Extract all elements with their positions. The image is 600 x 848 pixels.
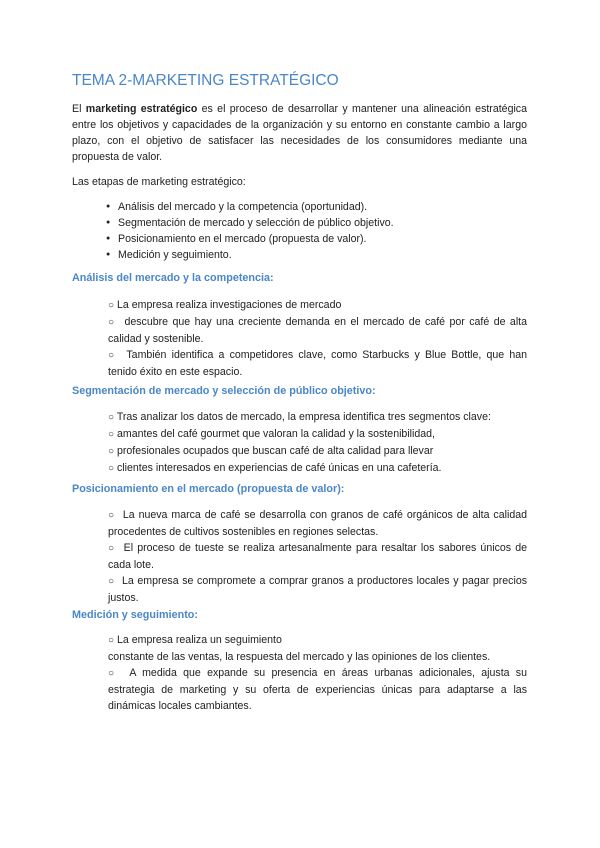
list-item: ○ descubre que hay una creciente demanda en el mercado de café por café de alta calidad y sostenible. (108, 316, 528, 345)
circle-bullet-icon: ○ (108, 510, 116, 521)
section-body-measurement (108, 632, 527, 714)
intro-lead: El (72, 103, 86, 115)
circle-bullet-icon: ○ (108, 463, 115, 474)
list-item: ○ Tras analizar los datos de mercado, la empresa identifica tres segmentos clave: (108, 411, 491, 423)
list-item: ○ La empresa se compromete a comprar granos a productores locales y pagar precios justos. (108, 575, 528, 604)
section-body-analysis (108, 297, 527, 380)
intro-bold-term: marketing estratégico (85, 103, 198, 115)
circle-bullet-icon: ○ (108, 429, 115, 440)
list-item: ○ La empresa realiza un seguimiento (108, 634, 282, 646)
list-item: ○ El proceso de tueste se realiza artesanalmente para resaltar los sabores únicos de cada lote. (108, 542, 528, 571)
list-item: ● Segmentación de mercado y selección de público objetivo. (106, 215, 394, 231)
list-item: ○ También identifica a competidores clave, como Starbucks y Blue Bottle, que han tenido éxito en este espacio. (108, 349, 528, 378)
intro-rest: es el proceso de desarrollar y mantener una alineación estratégica entre los objetivos y capacidades de la organización y su entorno en constante cambio a largo plazo, con el objetivo de satisfacer las necesidades de los consumidores mediante una propuesta de valor. (72, 103, 527, 163)
circle-bullet-icon: ○ (108, 635, 115, 646)
circle-bullet-icon: ○ (108, 300, 115, 311)
circle-bullet-icon: ○ (108, 668, 118, 679)
list-item: ○ amantes del café gourmet que valoran la calidad y la sostenibilidad, (108, 428, 436, 440)
list-item: ○ A medida que expande su presencia en áreas urbanas adicionales, ajusta su estrategia de marketing y su oferta de experiencias únicas para adaptarse a las dinámicas locales cambiantes. (108, 667, 527, 712)
list-item: ● Análisis del mercado y la competencia (oportunidad). (106, 199, 394, 215)
circle-bullet-icon: ○ (108, 446, 115, 457)
circle-bullet-icon: ○ (108, 350, 117, 361)
list-item: ○ clientes interesados en experiencias de café únicas en una cafetería. (108, 462, 442, 474)
circle-bullet-icon: ○ (108, 543, 116, 554)
list-item: ○ La empresa realiza investigaciones de mercado (108, 299, 342, 311)
list-item: ○ La nueva marca de café se desarrolla con granos de café orgánicos de alta calidad procedentes de cultivos sostenibles en regiones selectas. (108, 509, 528, 538)
list-item: ● Medición y seguimiento. (106, 247, 394, 263)
intro-paragraph (72, 101, 527, 165)
stages-list (106, 199, 394, 263)
continuation-line: constante de las ventas, la respuesta del mercado y las opiniones de los clientes. (108, 651, 491, 663)
section-heading-measurement: Medición y seguimiento: (72, 609, 198, 621)
page-title: TEMA 2-MARKETING ESTRATÉGICO (72, 72, 339, 89)
section-body-segmentation (108, 409, 527, 477)
section-heading-positioning: Posicionamiento en el mercado (propuesta de valor): (72, 483, 345, 495)
section-body-positioning (108, 507, 527, 606)
circle-bullet-icon: ○ (108, 317, 116, 328)
circle-bullet-icon: ○ (108, 412, 115, 423)
list-item: ● Posicionamiento en el mercado (propuesta de valor). (106, 231, 394, 247)
stages-label: Las etapas de marketing estratégico: (72, 176, 246, 188)
list-item: ○ profesionales ocupados que buscan café de alta calidad para llevar (108, 445, 434, 457)
section-heading-analysis: Análisis del mercado y la competencia: (72, 272, 274, 284)
circle-bullet-icon: ○ (108, 576, 115, 587)
section-heading-segmentation: Segmentación de mercado y selección de público objetivo: (72, 385, 376, 397)
